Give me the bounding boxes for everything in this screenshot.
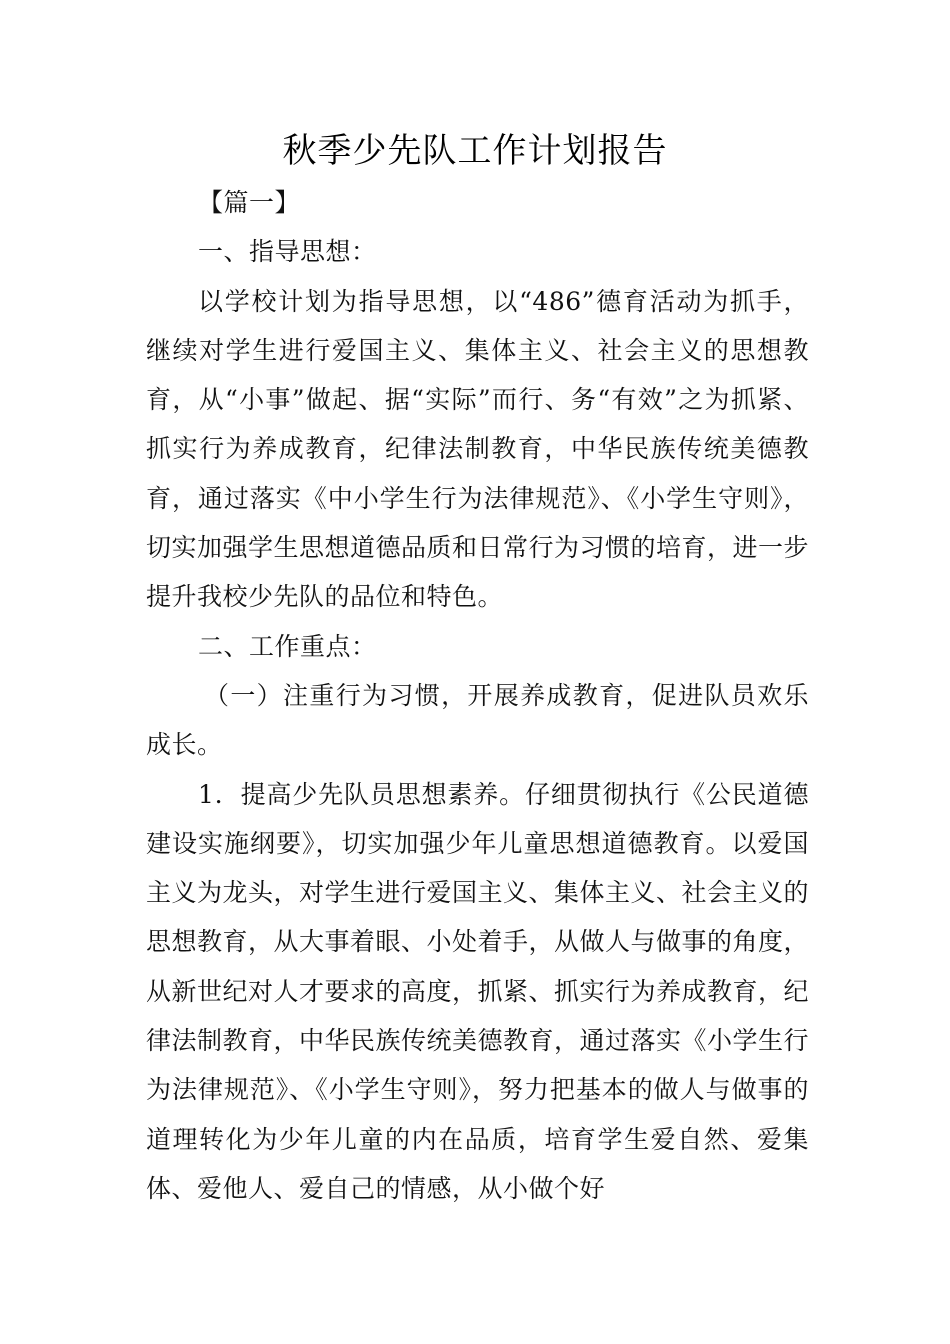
- paragraph-guiding-thought: 以学校计划为指导思想，以“486”德育活动为抓手，继续对学生进行爱国主义、集体主义、社会主义的思想教育，从“小事”做起、据“实际”而行、务“有效”之为抓紧、抓实行为养成教育，纪律法制教育，中华民族传统美德教育，通过落实《中小学生行为法律规范》、《小学生守则》，切实加强学生思想道德品质和日常行为习惯的培育，进一步提升我校少先队的品位和特色。: [146, 286, 810, 612]
- document-body: [146, 178, 809, 1213]
- paragraph-point-1: 1．提高少先队员思想素养。仔细贯彻执行《公民道德建设实施纲要》，切实加强少年儿童思想道德教育。以爱国主义为龙头，对学生进行爱国主义、集体主义、社会主义的思想教育，从大事着眼、小处着手，从做人与做事的角度，从新世纪对人才要求的高度，抓紧、抓实行为养成教育，纪律法制教育，中华民族传统美德教育，通过落实《小学生行为法律规范》、《小学生守则》，努力把基本的做人与做事的道理转化为少年儿童的内在品质，培育学生爱自然、爱集体、爱他人、爱自己的情感，从小做个好: [146, 779, 810, 1203]
- part-label: 【篇一】: [198, 188, 301, 217]
- section-heading-guiding-thought: 一、指导思想：: [198, 237, 377, 267]
- subsection-heading-habits: （一）注重行为习惯，开展养成教育，促进队员欢乐成长。: [146, 680, 809, 760]
- document-title: 秋季少先队工作计划报告: [282, 131, 668, 171]
- section-heading-work-focus: 二、工作重点：: [198, 631, 377, 661]
